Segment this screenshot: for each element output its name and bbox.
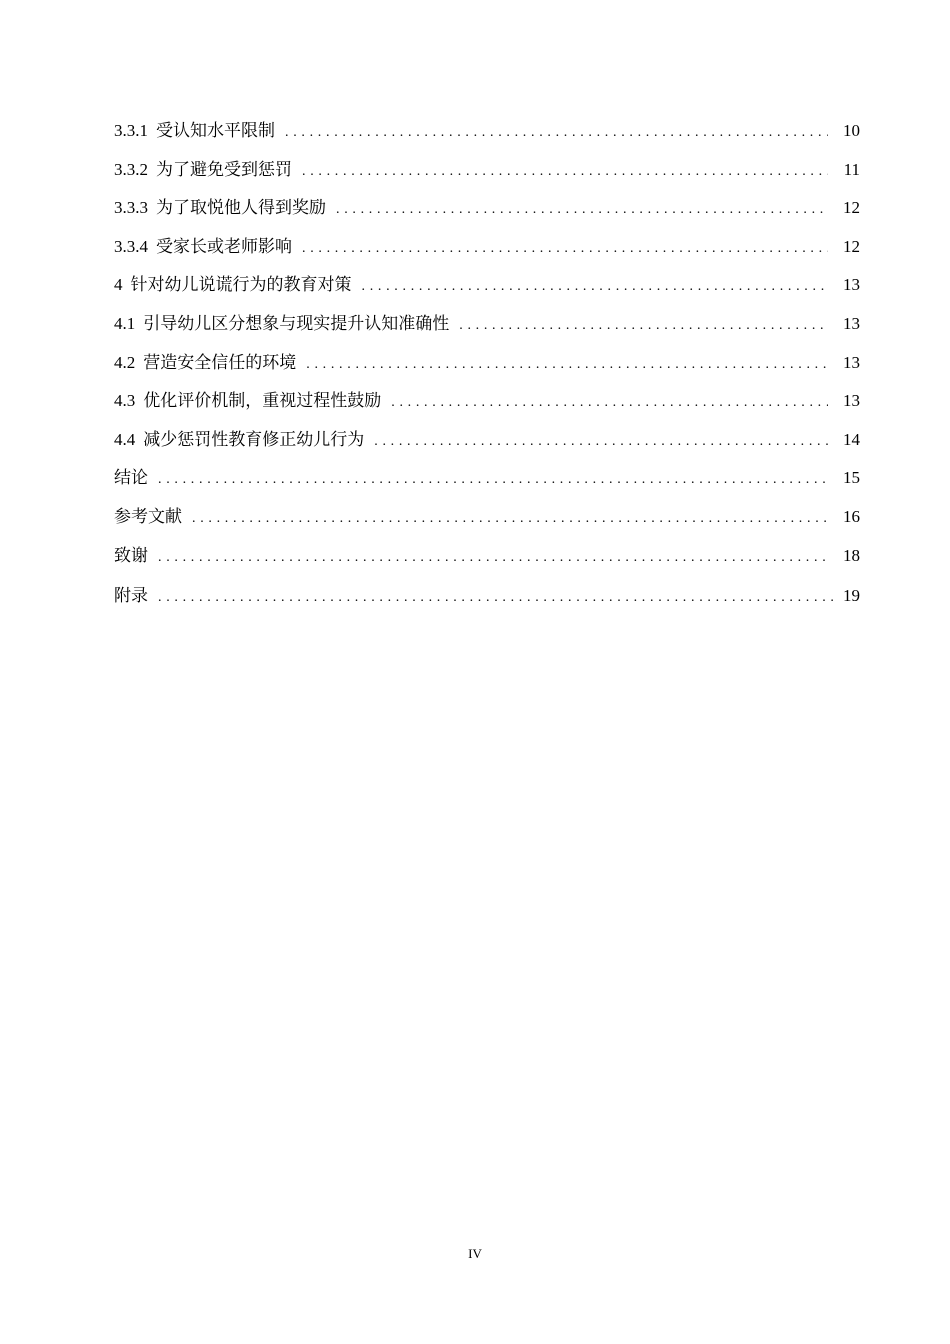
toc-entry-title: 优化评价机制，重视过程性鼓励: [143, 391, 382, 411]
toc-entry[interactable]: [114, 151, 860, 190]
toc-entry[interactable]: [114, 577, 860, 616]
toc-entry-title: 受认知水平限制: [156, 121, 275, 140]
toc-leader-dots: [362, 268, 829, 307]
toc-entry-number: 4: [114, 275, 123, 295]
toc-entry[interactable]: [114, 189, 860, 228]
toc-entry-title: 受家长或老师影响: [156, 236, 292, 256]
toc-entry-title: 引导幼儿区分想象与现实提升认知准确性: [143, 313, 450, 333]
toc-entry-title: 附录: [114, 586, 148, 606]
toc-entry-title: 针对幼儿说谎行为的教育对策: [130, 275, 352, 295]
toc-leader-dots: [158, 461, 828, 500]
toc-leader-dots: [336, 191, 828, 230]
toc-leader-dots: [302, 153, 828, 192]
toc-entry-number: 3.3.4: [114, 236, 148, 256]
toc-leader-dots: [306, 346, 828, 385]
toc-entry-number: 4.2: [114, 352, 136, 372]
toc-leader-dots: [374, 423, 828, 462]
toc-entry-title: 结论: [114, 468, 148, 488]
toc-entry-number: 3.3.1: [114, 121, 148, 140]
toc-entry-number: 4.1: [114, 313, 136, 333]
toc-entry[interactable]: [114, 382, 860, 421]
toc-entry-page: 13: [843, 313, 860, 333]
toc-entry-page: 13: [843, 391, 860, 411]
toc-entry[interactable]: [114, 228, 860, 267]
toc-entry-title: 致谢: [114, 545, 148, 565]
toc-leader-dots: [302, 230, 828, 269]
toc-entry-page: 10: [843, 121, 860, 140]
toc-leader-dots: [391, 384, 828, 423]
toc-entry-title: 为了取悦他人得到奖励: [156, 198, 326, 218]
toc-entry[interactable]: [114, 459, 860, 498]
toc-entry-page: 12: [843, 198, 860, 218]
toc-entry-title: 减少惩罚性教育修正幼儿行为: [143, 429, 365, 449]
toc-entry-page: 19: [843, 586, 860, 606]
toc-leader-dots: [285, 114, 828, 153]
toc-leader-dots: [158, 539, 828, 578]
toc-entry-page: 15: [843, 468, 860, 488]
toc-entry-page: 13: [843, 352, 860, 372]
toc-leader-dots: [459, 307, 828, 346]
toc-entry[interactable]: [114, 537, 860, 576]
toc-leader-dots: [158, 579, 838, 618]
toc-entry-page: 16: [843, 506, 860, 526]
page-number: IV: [468, 1246, 482, 1261]
toc-entry[interactable]: [114, 305, 860, 344]
toc-entry-number: 3.3.2: [114, 159, 148, 179]
toc-entry-page: 18: [843, 545, 860, 565]
toc-entry-title: 营造安全信任的环境: [143, 352, 297, 372]
toc-entry-title: 参考文献: [114, 506, 182, 526]
toc-entry[interactable]: [114, 421, 860, 460]
toc-entry-page: 14: [843, 429, 860, 449]
toc-entry-number: 4.3: [114, 391, 136, 411]
toc-entry-title: 为了避免受到惩罚: [156, 159, 292, 179]
toc-entry[interactable]: [114, 344, 860, 383]
toc-entry[interactable]: [114, 112, 860, 151]
toc-entry[interactable]: [114, 498, 860, 537]
toc-entry-number: 4.4: [114, 429, 136, 449]
toc-entry-number: 3.3.3: [114, 198, 148, 218]
toc-entry-page: 13: [843, 275, 860, 295]
toc-entry-page: 12: [843, 236, 860, 256]
table-of-contents: [114, 112, 860, 616]
toc-leader-dots: [192, 500, 828, 539]
toc-entry[interactable]: [114, 266, 860, 305]
toc-entry-page: 11: [843, 159, 860, 179]
